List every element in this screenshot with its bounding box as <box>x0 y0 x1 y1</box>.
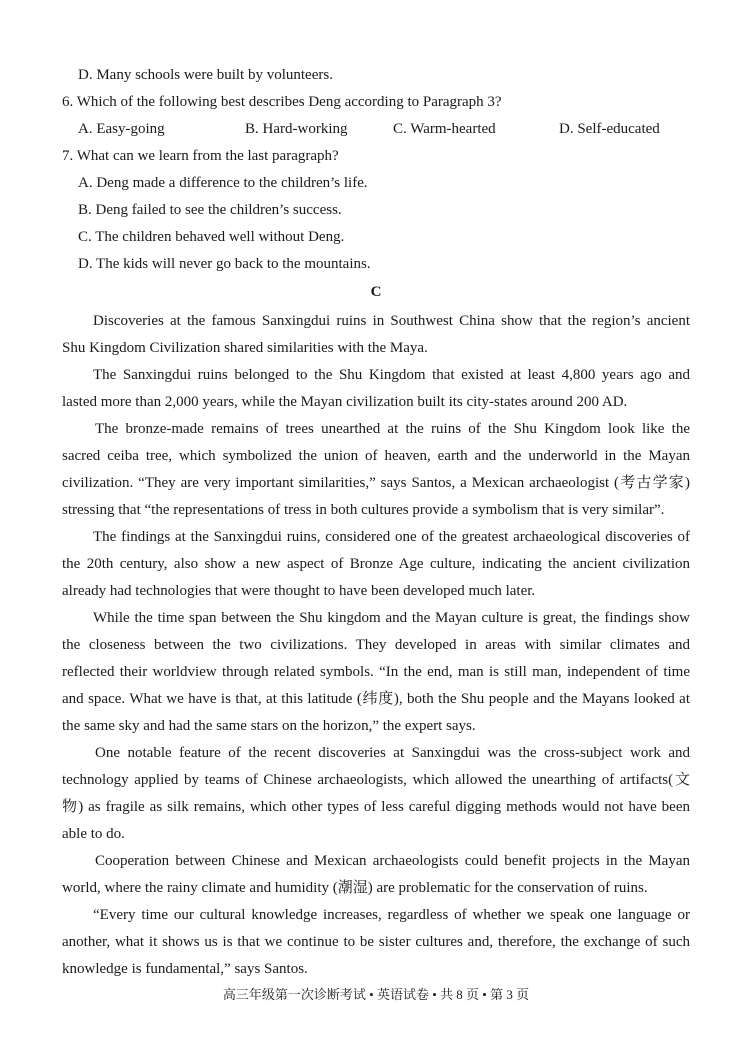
passage-line: knowledge is fundamental,” says Santos. <box>62 961 308 977</box>
passage-line: “Every time our cultural knowledge increases, regardless of whether we speak one language or <box>93 907 690 923</box>
q7-option-b: B. Deng failed to see the children’s success. <box>78 202 342 218</box>
passage-line: reflected their worldview through related symbols. “In the end, man is still man, independent of time <box>62 664 690 680</box>
q6-option-b: B. Hard-working <box>245 121 348 137</box>
q7-option-c: C. The children behaved well without Deng. <box>78 229 345 245</box>
q7-option-d: D. The kids will never go back to the mountains. <box>78 256 371 272</box>
passage-line: The Sanxingdui ruins belonged to the Shu Kingdom that existed at least 4,800 years ago and <box>93 367 690 383</box>
q5-option-d: D. Many schools were built by volunteers. <box>78 67 333 83</box>
passage-line: sacred ceiba tree, which symbolized the union of heaven, earth and the underworld in the Mayan <box>62 448 690 464</box>
passage-line: Shu Kingdom Civilization shared similarities with the Maya. <box>62 340 428 356</box>
q6-stem: 6. Which of the following best describes Deng according to Paragraph 3? <box>62 94 502 110</box>
passage-line: Cooperation between Chinese and Mexican archaeologists could benefit projects in the Mayan <box>95 853 690 869</box>
q7-option-a: A. Deng made a difference to the children’s life. <box>78 175 368 191</box>
passage-line: Discoveries at the famous Sanxingdui ruins in Southwest China show that the region’s ancient <box>93 313 690 329</box>
passage-line: and space. What we have is that, at this latitude (纬度), both the Shu people and the Mayans looked at <box>62 691 690 707</box>
passage-line: While the time span between the Shu kingdom and the Mayan culture is great, the findings show <box>93 610 690 626</box>
passage-line: another, what it shows us is that we continue to be sister cultures and, therefore, the exchange of such <box>62 934 690 950</box>
passage-line: world, where the rainy climate and humidity (潮湿) are problematic for the conservation of ruins. <box>62 880 648 896</box>
passage-line: stressing that “the representations of tress in both cultures provide a symbolism that is very similar”. <box>62 502 665 518</box>
passage-line: already had technologies that were thought to have been developed much later. <box>62 583 536 599</box>
passage-line: technology applied by teams of Chinese archaeologists, which allowed the unearthing of artifacts(文 <box>62 772 690 788</box>
passage-line: The findings at the Sanxingdui ruins, considered one of the greatest archaeological discoveries of <box>93 529 690 545</box>
passage-line: the closeness between the two civilizations. They developed in areas with similar climates and <box>62 637 690 653</box>
q6-option-d: D. Self-educated <box>559 121 660 137</box>
passage-line: the same sky and had the same stars on the horizon,” the expert says. <box>62 718 476 734</box>
q6-option-a: A. Easy-going <box>78 121 165 137</box>
passage-line: civilization. “They are very important similarities,” says Santos, a Mexican archaeologist (考古学家) <box>62 475 690 491</box>
passage-line: lasted more than 2,000 years, while the Mayan civilization built its city-states around 200 AD. <box>62 394 628 410</box>
passage-line: One notable feature of the recent discoveries at Sanxingdui was the cross-subject work and <box>95 745 690 761</box>
q6-options <box>78 119 718 139</box>
q6-option-c: C. Warm-hearted <box>393 121 496 137</box>
q7-stem: 7. What can we learn from the last paragraph? <box>62 148 339 164</box>
passage-line: 物) as fragile as silk remains, which other types of less careful digging methods would not have been <box>62 799 690 815</box>
passage-label: C <box>370 284 382 300</box>
passage-line: able to do. <box>62 826 125 842</box>
page-footer: 高三年级第一次诊断考试 • 英语试卷 • 共 8 页 • 第 3 页 <box>222 987 530 1002</box>
passage-line: the 20th century, also show a new aspect of Bronze Age culture, indicating the ancient civilization <box>62 556 690 572</box>
passage-line: The bronze-made remains of trees unearthed at the ruins of the Shu Kingdom look like the <box>95 421 690 437</box>
